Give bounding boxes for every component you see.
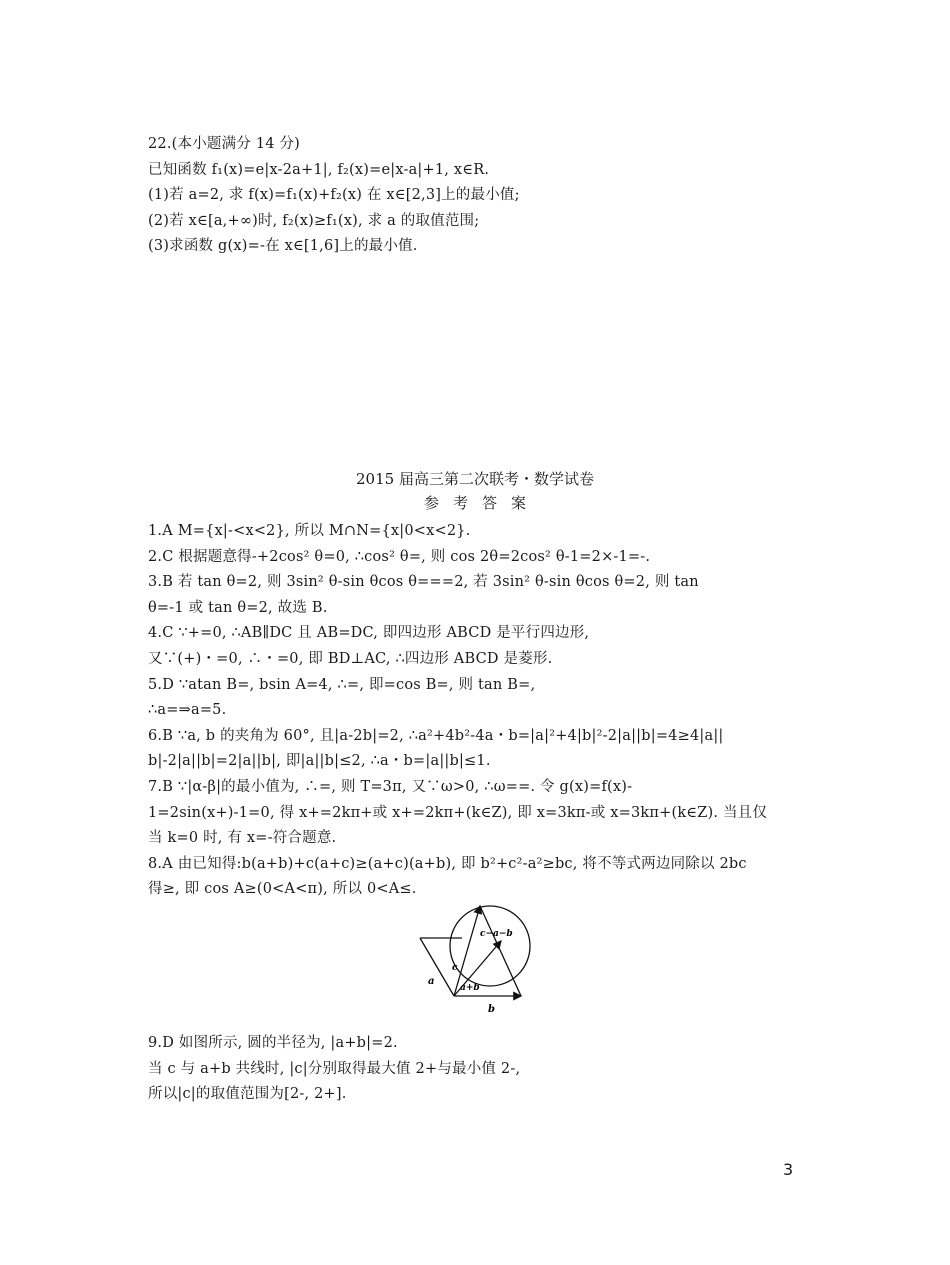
- vector-circle-figure: [418, 898, 536, 1016]
- problem-22: [148, 132, 808, 260]
- answer-line: 4.C ∵+=0, ∴AB∥DC 且 AB=DC, 即四边形 ABCD 是平行四边形,: [148, 625, 590, 642]
- problem-part-3: (3)求函数 g(x)=-在 x∈[1,6]上的最小值.: [148, 238, 418, 254]
- answer-line: b|-2|a||b|=2|a||b|, 即|a||b|≤2, ∴a・b=|a||b|≤1.: [148, 753, 491, 770]
- answer-line: 1=2sin(x+)-1=0, 得 x+=2kπ+或 x+=2kπ+(k∈Z), 即 x=3kπ-或 x=3kπ+(k∈Z). 当且仅: [148, 804, 768, 821]
- answer-line: 6.B ∵a, b 的夹角为 60°, 且|a-2b|=2, ∴a²+4b²-4a・b=|a|²+4|b|²-2|a||b|=4≥4|a||: [148, 727, 724, 744]
- answer-line: 3.B 若 tan θ=2, 则 3sin² θ-sin θcos θ===2, 若 3sin² θ-sin θcos θ=2, 则 tan: [148, 574, 699, 591]
- answers-title: 2015 届高三第二次联考・数学试卷: [356, 470, 594, 488]
- label-a-plus-b: a+b: [460, 983, 480, 993]
- answer-line: 9.D 如图所示, 圆的半径为, |a+b|=2.: [148, 1035, 398, 1051]
- answer-line: 7.B ∵|α-β|的最小值为, ∴=, 则 T=3π, 又∵ω>0, ∴ω==. 令 g(x)=f(x)-: [148, 778, 633, 795]
- answer-line: 2.C 根据题意得-+2cos² θ=0, ∴cos² θ=, 则 cos 2θ=2cos² θ-1=2×-1=-.: [148, 548, 651, 565]
- answers-body: [148, 519, 808, 903]
- label-b: b: [488, 1004, 495, 1015]
- answer-line: ∴a=⇒a=5.: [148, 702, 227, 719]
- answer-line: 8.A 由已知得:b(a+b)+c(a+c)≥(a+c)(a+b), 即 b²+c²-a²≥bc, 将不等式两边同除以 2bc: [148, 855, 747, 872]
- answer-9: [148, 1031, 808, 1108]
- page-number: 3: [783, 1160, 794, 1179]
- answer-line: 当 c 与 a+b 共线时, |c|分别取得最大值 2+与最小值 2-,: [148, 1060, 521, 1077]
- label-a: a: [428, 976, 435, 987]
- answer-line: 5.D ∵atan B=, bsin A=4, ∴=, 即=cos B=, 则 tan B=,: [148, 676, 536, 693]
- answer-line: 所以|c|的取值范围为[2-, 2+].: [148, 1086, 347, 1102]
- label-c: c: [452, 963, 458, 973]
- circle: [450, 906, 530, 986]
- answers-subtitle: 参考答案: [423, 494, 540, 512]
- answer-line: 得≥, 即 cos A≥(0<A<π), 所以 0<A≤.: [148, 881, 417, 898]
- problem-statement: 已知函数 f₁(x)=e|x-2a+1|, f₂(x)=e|x-a|+1, x∈R.: [148, 161, 490, 178]
- answer-line: 1.A M={x|-<x<2}, 所以 M∩N={x|0<x<2}.: [148, 523, 471, 539]
- vector-a: [420, 938, 454, 996]
- answer-line: θ=-1 或 tan θ=2, 故选 B.: [148, 599, 328, 616]
- problem-heading: 22.(本小题满分 14 分): [148, 136, 301, 152]
- problem-part-2: (2)若 x∈[a,+∞)时, f₂(x)≥f₁(x), 求 a 的取值范围;: [148, 212, 480, 229]
- label-c-minus-a-minus-b: c−a−b: [480, 929, 513, 939]
- problem-part-1: (1)若 a=2, 求 f(x)=f₁(x)+f₂(x) 在 x∈[2,3]上的最小值;: [148, 187, 520, 203]
- segment-right: [480, 906, 521, 996]
- answers-header: [0, 467, 950, 515]
- answer-line: 又∵(+)・=0, ∴・=0, 即 BD⊥AC, ∴四边形 ABCD 是菱形.: [148, 650, 553, 667]
- answer-line: 当 k=0 时, 有 x=-符合题意.: [148, 830, 337, 847]
